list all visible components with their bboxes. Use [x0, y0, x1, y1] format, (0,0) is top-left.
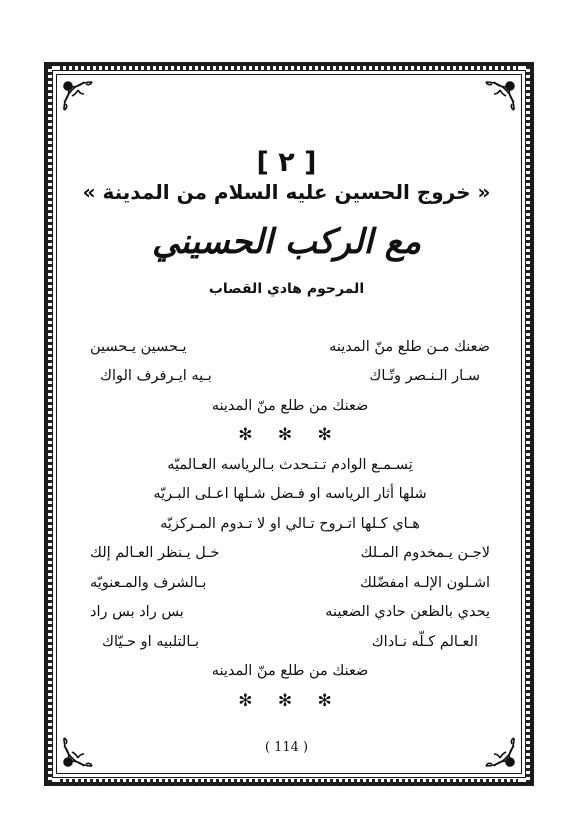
poem-hemistich-right: سـار الـنـصر وتّـاك — [369, 368, 480, 385]
section-separator — [90, 686, 490, 716]
star-separator-icon: ✻ ✻ ✻ — [238, 425, 342, 446]
poem-line — [90, 450, 490, 480]
author-name: المرحوم هادي القصاب — [208, 281, 365, 297]
star-separator-icon: ✻ ✻ ✻ — [238, 690, 342, 711]
poem-line — [90, 627, 490, 657]
poem-line — [90, 362, 490, 392]
frame-chain-bottom — [60, 779, 518, 785]
poem-hemistich-left: بـيه ايـرفرف الواك — [100, 368, 212, 385]
poem-refrain-text: ضعنك من طلع منّ المدينه — [211, 397, 369, 414]
poem-hemistich-right: العـالم كـلّه نـاداك — [371, 633, 478, 650]
page-number: ( 114 ) — [264, 740, 309, 755]
poem-hemistich-left: خـل يـنظر العـالم إلك — [90, 545, 220, 562]
poem-verse: هـاي كـلها اتـروح تـالي او لا تـدوم المـركزيّه — [160, 515, 420, 532]
poem-hemistich-right: اشـلون الإلـه امفضّلك — [359, 574, 490, 591]
poem-hemistich-left: يـحسين يـحسين — [90, 338, 187, 355]
calligraphy-heading: مع الركب الحسيني — [151, 222, 422, 262]
poem-line — [90, 509, 490, 539]
poem-hemistich-left: بـالشرف والمـعنويّه — [90, 574, 207, 591]
poem-line — [90, 539, 490, 569]
poem-refrain-text: ضعنك من طلع منّ المدينه — [211, 663, 369, 680]
poem-hemistich-right: لاجـن يـمخدوم المـلك — [360, 545, 490, 562]
poem-hemistich-right: ضعنك مـن طلع منّ المدينه — [329, 338, 490, 355]
chapter-title: « خروج الحسين عليه السلام من المدينة » — [82, 180, 491, 204]
poem-line — [90, 332, 490, 362]
poem-hemistich-left: بس راد بس راد — [90, 604, 184, 621]
floral-corner-icon — [480, 76, 520, 116]
poem-hemistich-left: بـالتلبيه او حـيّاك — [102, 633, 200, 650]
chapter-number: [ ٢ ] — [256, 147, 317, 178]
section-separator — [90, 421, 490, 451]
poem-hemistich-right: يحدي بالظعن حادي الضعينه — [325, 604, 490, 621]
poem-line — [90, 568, 490, 598]
poem-refrain — [90, 391, 490, 421]
poem-refrain — [90, 657, 490, 687]
frame-chain-top — [60, 65, 518, 71]
poem-line — [90, 598, 490, 628]
floral-corner-icon — [58, 76, 98, 116]
poem-line — [90, 480, 490, 510]
poem-verse: شلها أثار الرياسه او فـضل شـلها اعـلى البـريّه — [153, 486, 427, 503]
poem-verse: تِسـمـع الوادم تـتـحدث بـالرياسه العـالميّه — [167, 456, 413, 473]
poem-body — [90, 332, 490, 716]
